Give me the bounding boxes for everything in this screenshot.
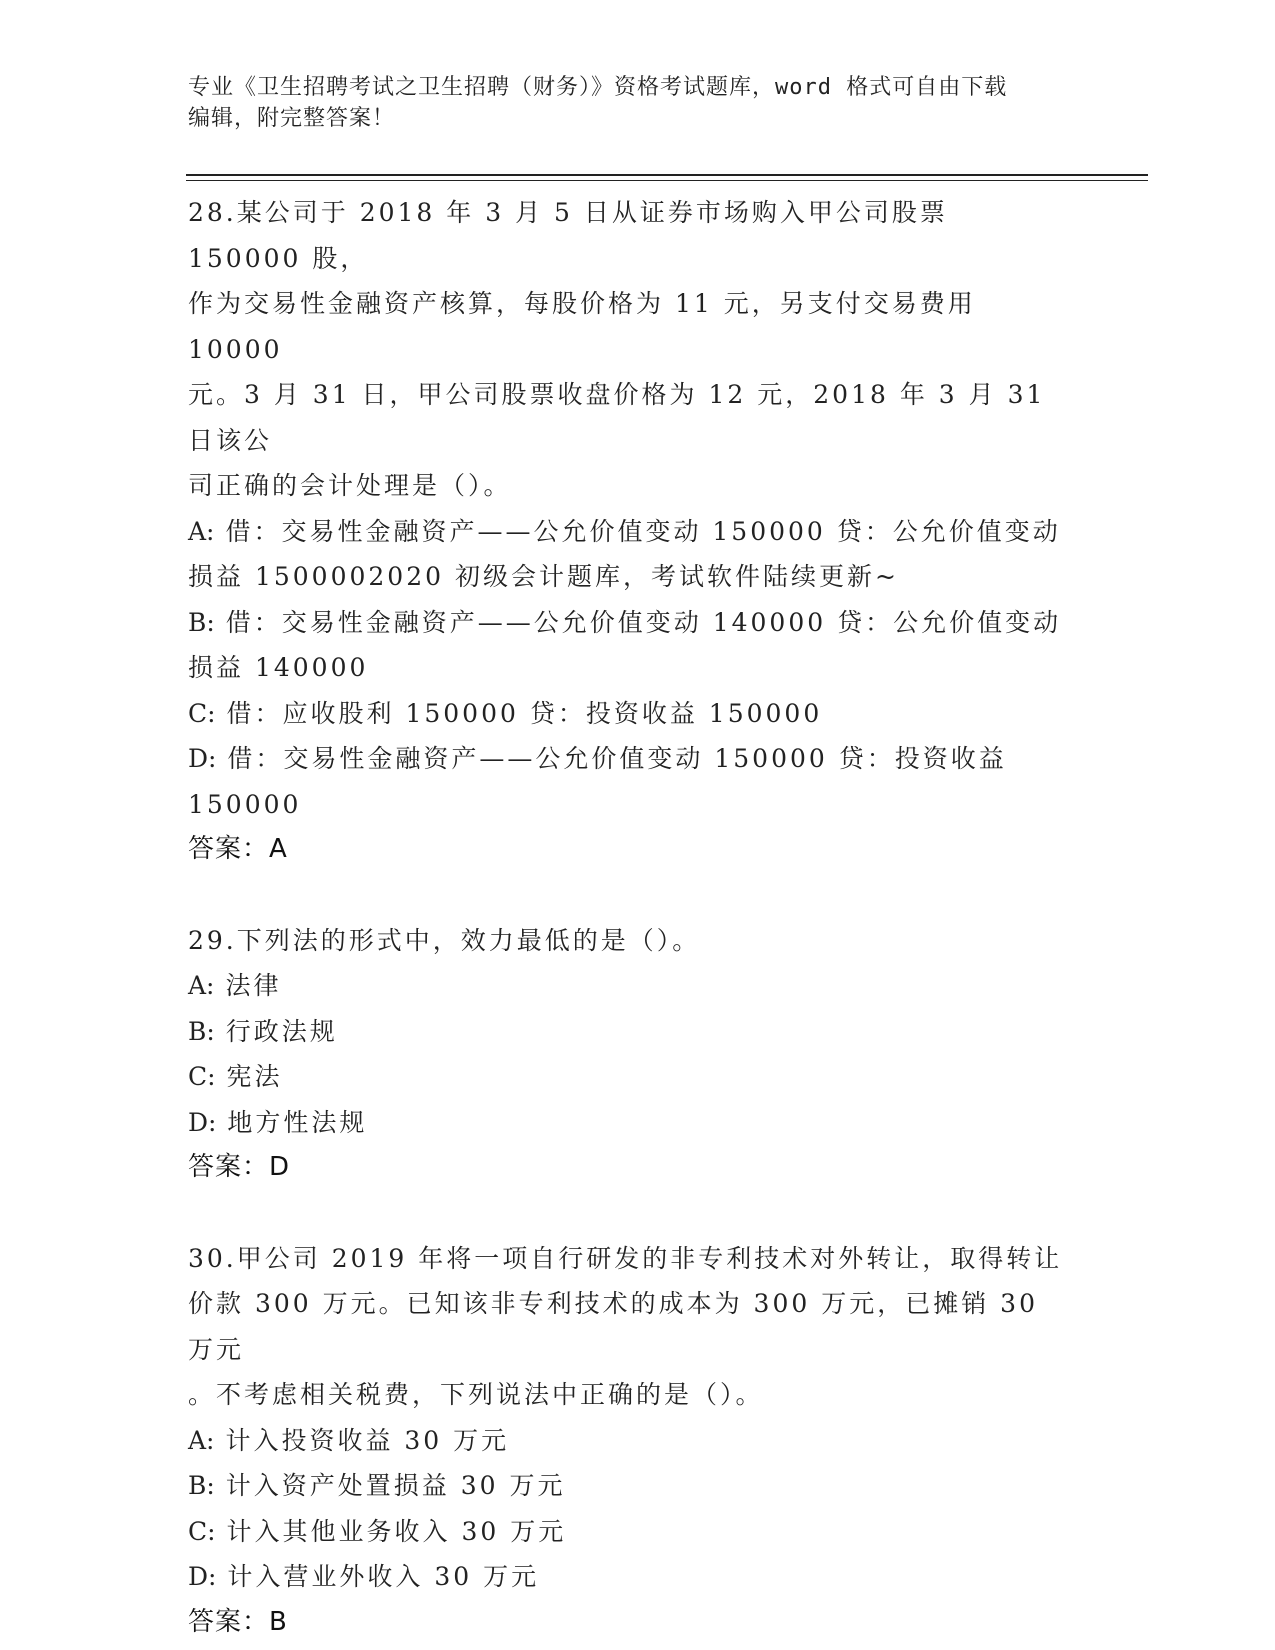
answer-label: 答案：B bbox=[188, 1606, 288, 1637]
option-b bbox=[188, 600, 1068, 646]
option-text: 借：应收股利 150000 贷：投资收益 150000 bbox=[226, 698, 823, 728]
question-list bbox=[188, 190, 1068, 1645]
option-text: 借：交易性金融资产——公允价值变动 150000 贷：投资收益 bbox=[227, 744, 1007, 773]
question-29 bbox=[188, 918, 1068, 1191]
option-letter: D: bbox=[188, 1107, 217, 1137]
option-d bbox=[188, 1100, 1068, 1146]
header-line-1: 专业《卫生招聘考试之卫生招聘（财务）》资格考试题库，word 格式可自由下载 bbox=[188, 75, 1008, 100]
option-text: 宪法 bbox=[226, 1062, 283, 1091]
question-stem-line: 30.甲公司 2019 年将一项自行研发的非专利技术对外转让，取得转让 bbox=[188, 1243, 1063, 1273]
option-b bbox=[188, 1009, 1068, 1055]
question-28 bbox=[188, 190, 1068, 873]
option-letter: A: bbox=[188, 971, 215, 1000]
option-c bbox=[188, 691, 1068, 737]
option-text: 地方性法规 bbox=[227, 1107, 368, 1137]
option-text: 计入其他业务收入 30 万元 bbox=[226, 1516, 567, 1546]
question-stem-line: 。不考虑相关税费，下列说法中正确的是（）。 bbox=[188, 1380, 764, 1409]
option-a bbox=[188, 509, 1068, 555]
question-30 bbox=[188, 1236, 1068, 1646]
option-a bbox=[188, 1418, 1068, 1464]
option-text: 计入营业外收入 30 万元 bbox=[227, 1562, 540, 1591]
option-letter: A: bbox=[188, 516, 215, 546]
option-text: 计入资产处置损益 30 万元 bbox=[225, 1471, 566, 1500]
option-text: 计入投资收益 30 万元 bbox=[225, 1425, 510, 1455]
option-letter: C: bbox=[188, 698, 216, 728]
option-letter: B: bbox=[188, 607, 215, 637]
option-letter: C: bbox=[188, 1516, 216, 1546]
header-line-2: 编辑，附完整答案！ bbox=[188, 106, 396, 131]
option-letter: D: bbox=[188, 1562, 217, 1591]
option-letter: C: bbox=[188, 1062, 216, 1091]
option-d bbox=[188, 736, 1068, 782]
option-a-continued: 损益 1500002020 初级会计题库，考试软件陆续更新~ bbox=[188, 562, 899, 591]
option-letter: D: bbox=[188, 744, 217, 773]
option-d-continued: 150000 bbox=[188, 789, 302, 819]
option-b-continued: 损益 140000 bbox=[188, 653, 369, 682]
option-letter: A: bbox=[188, 1425, 215, 1455]
question-stem-line: 司正确的会计处理是（）。 bbox=[188, 471, 512, 500]
option-a bbox=[188, 963, 1068, 1009]
option-letter: B: bbox=[188, 1471, 215, 1500]
option-text: 行政法规 bbox=[225, 1016, 338, 1046]
question-stem-line: 作为交易性金融资产核算，每股价格为 11 元，另支付交易费用 10000 bbox=[188, 289, 976, 364]
option-text: 借：交易性金融资产——公允价值变动 150000 贷：公允价值变动 bbox=[225, 516, 1061, 546]
question-stem-line: 元。3 月 31 日，甲公司股票收盘价格为 12 元，2018 年 3 月 31 日该公 bbox=[188, 380, 1046, 455]
question-stem-line: 价款 300 万元。已知该非专利技术的成本为 300 万元，已摊销 30 万元 bbox=[188, 1289, 1038, 1364]
option-text: 法律 bbox=[225, 971, 282, 1000]
option-b bbox=[188, 1463, 1068, 1509]
answer-label: 答案：D bbox=[188, 1152, 291, 1182]
option-c bbox=[188, 1054, 1068, 1100]
option-letter: B: bbox=[188, 1016, 215, 1046]
question-stem-line: 28.某公司于 2018 年 3 月 5 日从证券市场购入甲公司股票 150000 股， bbox=[188, 198, 948, 273]
spacer bbox=[188, 1191, 1068, 1236]
question-stem-line: 29.下列法的形式中，效力最低的是（）。 bbox=[188, 925, 701, 955]
answer-label: 答案：A bbox=[188, 834, 288, 864]
spacer bbox=[188, 873, 1068, 918]
document-header bbox=[188, 72, 1068, 134]
header-divider-thick bbox=[186, 174, 1148, 176]
option-text: 借：交易性金融资产——公允价值变动 140000 贷：公允价值变动 bbox=[225, 607, 1062, 637]
option-d bbox=[188, 1554, 1068, 1600]
option-c bbox=[188, 1509, 1068, 1555]
header-divider-thin bbox=[186, 180, 1148, 181]
